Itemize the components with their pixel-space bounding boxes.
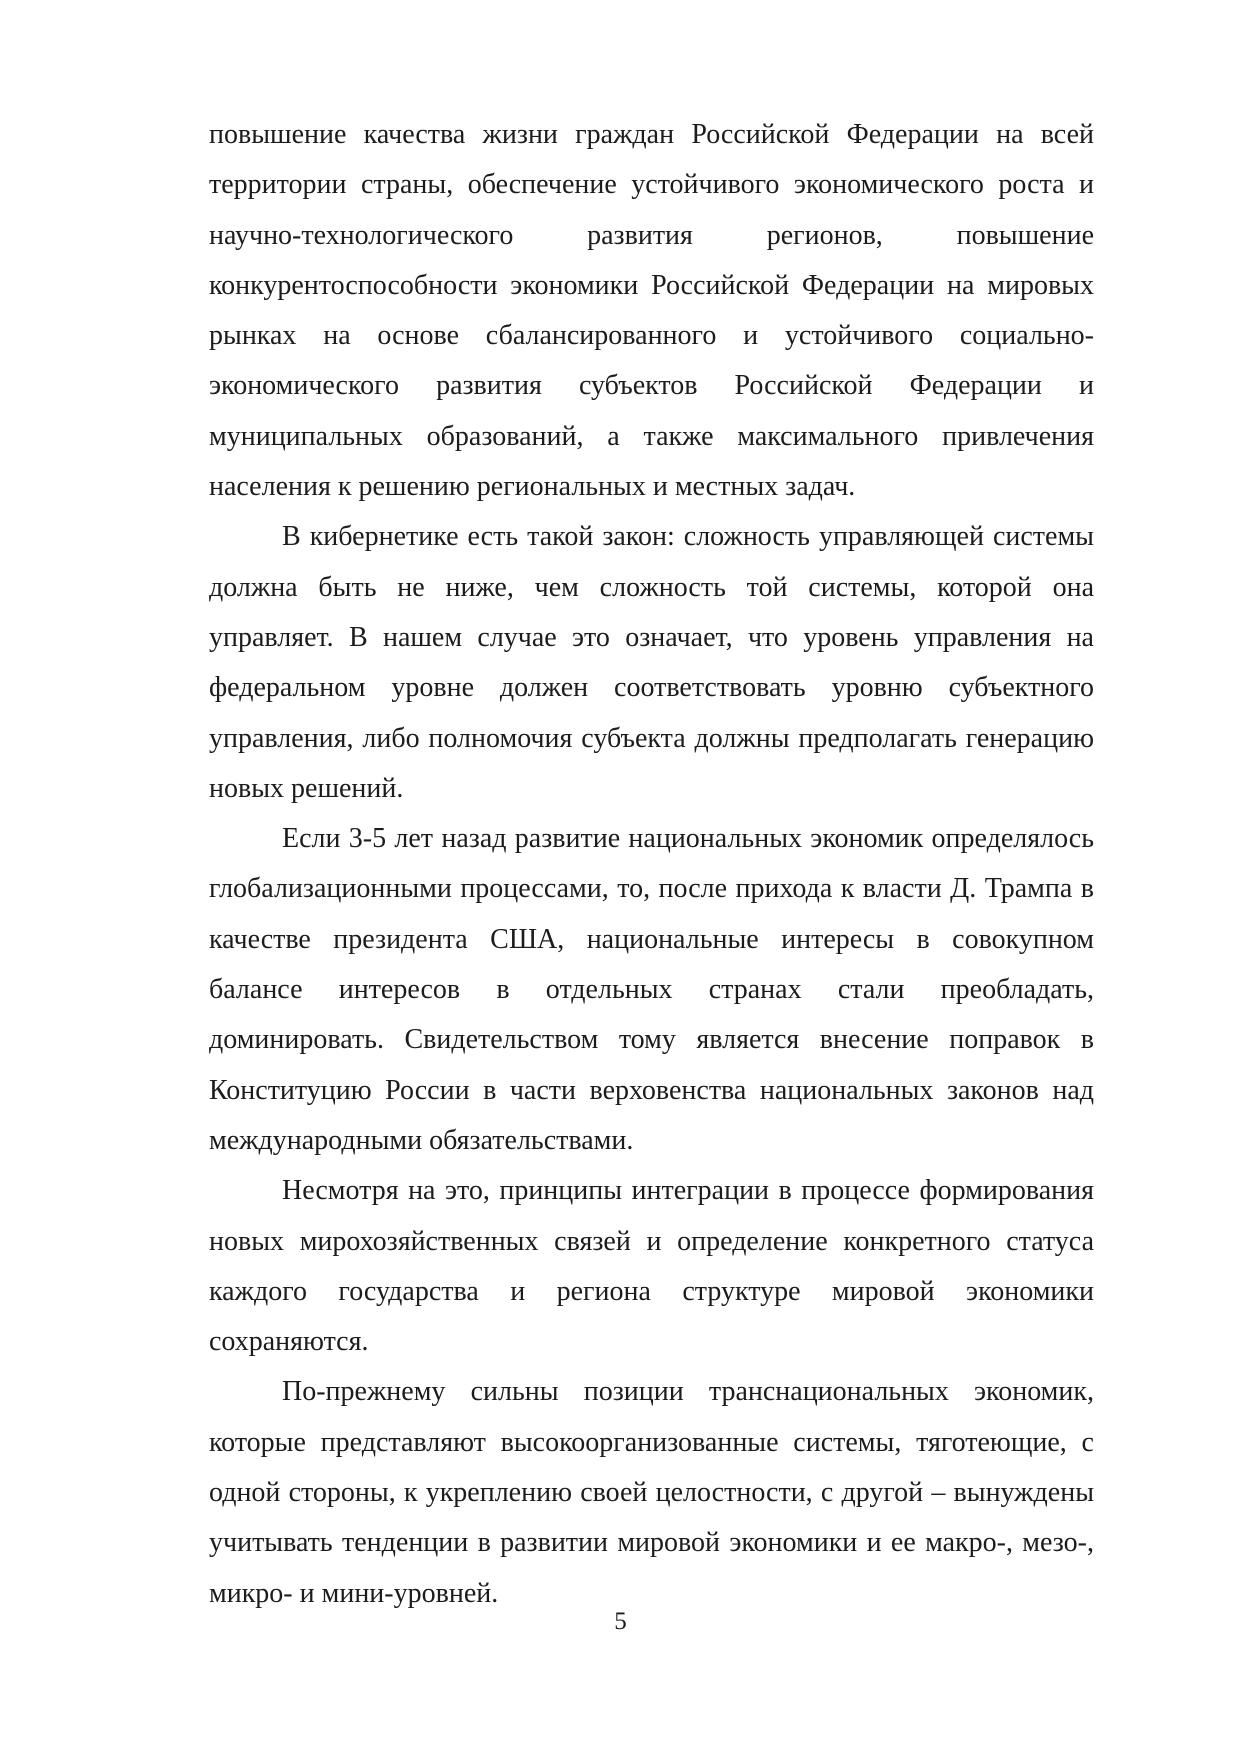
page-number: 5 (614, 1608, 627, 1635)
body-text (209, 110, 1094, 1619)
paragraph-integration-principles: Несмотря на это, принципы интеграции в процессе формирования новых мирохозяйственных связей и определение конкретного статуса каждого государства и региона структуре мировой экономики сохраняются. (209, 1175, 1094, 1358)
paragraph-cybernetics-law: В кибернетике есть такой закон: сложность управляющей системы должна быть не ниже, чем сложность той системы, которой она управляет. В нашем случае это означает, что уровень управления на федеральном уровне должен соответствовать уровню субъектного управления, либо полномочия субъекта должны предполагать генерацию новых решений. (209, 521, 1094, 804)
paragraph-national-interests: Если 3-5 лет назад развитие национальных экономик определялось глобализационными процессами, то, после прихода к власти Д. Трампа в качестве президента США, национальные интересы в совокупном балансе интересов в отдельных странах стали преобладать, доминировать. Свидетельством тому является внесение поправок в Конституцию России в части верховенства национальных законов над международными обязательствами. (209, 823, 1094, 1156)
paragraph-continuation: повышение качества жизни граждан Российской Федерации на всей территории страны, обеспечение устойчивого экономического роста и научно-технологического развития регионов, повышение конкурентоспособности экономики Российской Федерации на мировых рынках на основе сбалансированного и устойчивого социально-экономического развития субъектов Российской Федерации и муниципальных образований, а также максимального привлечения населения к решению региональных и местных задач. (209, 119, 1094, 503)
paragraph-transnational-economies: По-прежнему сильны позиции транснациональных экономик, которые представляют высокоорганизованные системы, тяготеющие, с одной стороны, к укреплению своей целостности, с другой – вынуждены учитывать тенденции в развитии мировой экономики и ее макро-, мезо-, микро- и мини-уровней. (209, 1376, 1094, 1609)
